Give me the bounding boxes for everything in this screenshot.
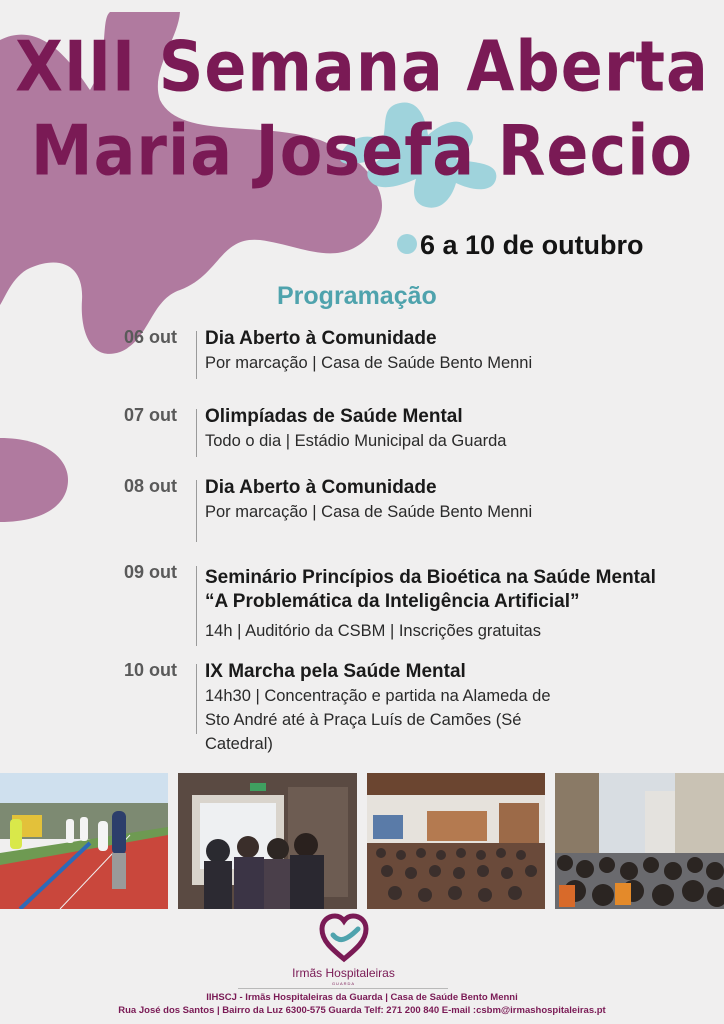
event-divider bbox=[196, 566, 197, 646]
footer-contact: Rua José dos Santos | Bairro da Luz 6300-575 Guarda Telf: 271 200 840 E-mail :csbm@irmashospitaleiras.pt bbox=[118, 1005, 606, 1016]
event-title: Dia Aberto à Comunidade bbox=[205, 477, 437, 498]
event-date: 07 out bbox=[124, 405, 178, 425]
event-detail: Sto André até à Praça Luís de Camões (Sé bbox=[205, 711, 522, 729]
event-date: 09 out bbox=[124, 562, 178, 582]
stadium-track-photo bbox=[0, 773, 168, 909]
logo-subtitle: GUARDA bbox=[331, 981, 356, 986]
event-title: Olimpíadas de Saúde Mental bbox=[205, 406, 463, 427]
event-subtitle: “A Problemática da Inteligência Artificial” bbox=[205, 591, 580, 612]
title-line-1: XIII Semana Aberta bbox=[15, 25, 709, 108]
event-date: 08 out bbox=[124, 476, 178, 496]
event-title: Dia Aberto à Comunidade bbox=[205, 328, 437, 349]
heart-icon bbox=[318, 913, 370, 963]
logo-name: Irmãs Hospitaleiras bbox=[292, 966, 395, 980]
photo-strip bbox=[0, 773, 724, 909]
event-divider bbox=[196, 664, 197, 734]
program-heading: Programação bbox=[277, 282, 437, 310]
mauve-semicircle-decoration bbox=[0, 438, 70, 522]
event-detail: Por marcação | Casa de Saúde Bento Menni bbox=[205, 503, 533, 521]
event-divider bbox=[196, 480, 197, 542]
event-detail: Todo o dia | Estádio Municipal da Guarda bbox=[205, 432, 507, 450]
event-detail: Por marcação | Casa de Saúde Bento Menni bbox=[205, 354, 533, 372]
footer-divider bbox=[238, 988, 448, 989]
street-march-photo bbox=[555, 773, 724, 909]
event-detail: Catedral) bbox=[205, 735, 273, 753]
event-date: 10 out bbox=[124, 660, 178, 680]
teal-dot-decoration bbox=[397, 234, 417, 254]
title-line-2: Maria Josefa Recio bbox=[30, 109, 694, 192]
event-date: 06 out bbox=[124, 327, 178, 347]
footer-organization: IIHSCJ - Irmãs Hospitaleiras da Guarda | Casa de Saúde Bento Menni bbox=[206, 992, 518, 1003]
event-detail: 14h | Auditório da CSBM | Inscrições gratuitas bbox=[205, 622, 541, 640]
event-divider bbox=[196, 409, 197, 457]
event-title: IX Marcha pela Saúde Mental bbox=[205, 661, 466, 682]
event-detail: 14h30 | Concentração e partida na Alameda de bbox=[205, 687, 551, 705]
event-divider bbox=[196, 331, 197, 379]
event-dates: 6 a 10 de outubro bbox=[420, 230, 644, 260]
community-visit-photo bbox=[178, 773, 357, 909]
auditorium-seminar-photo bbox=[367, 773, 545, 909]
event-title: Seminário Princípios da Bioética na Saúde Mental bbox=[205, 567, 656, 588]
